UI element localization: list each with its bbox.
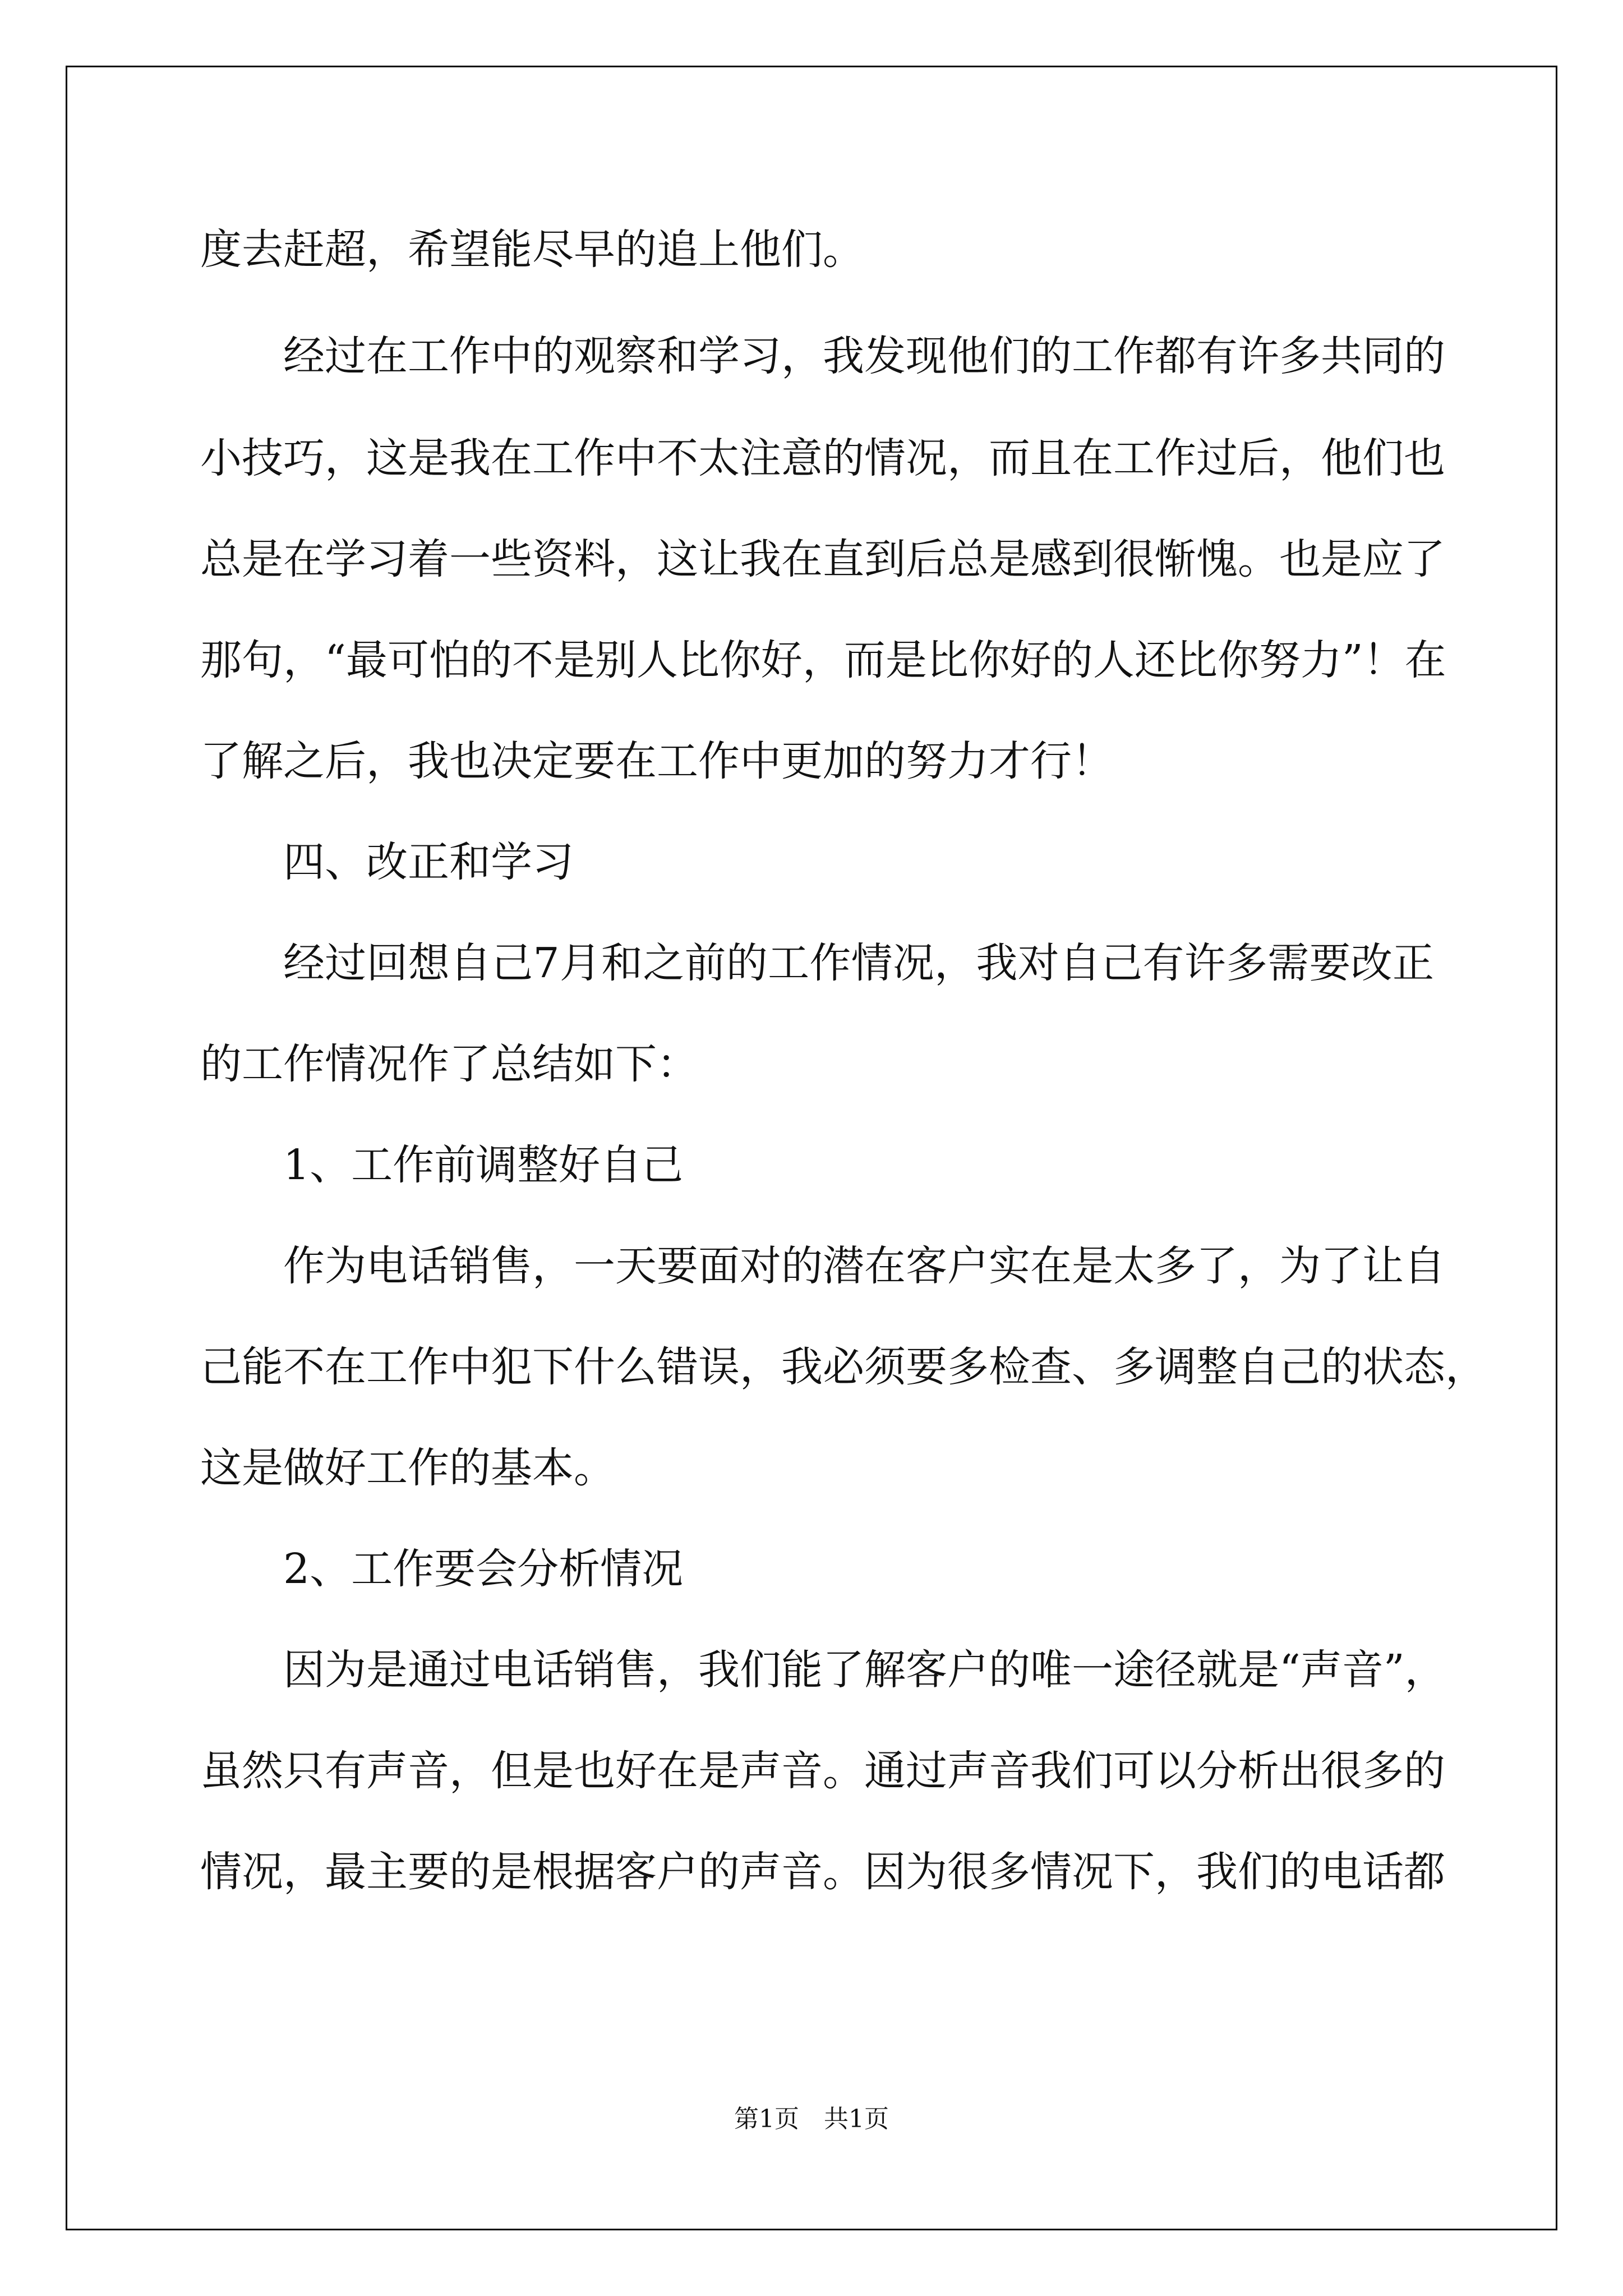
text-line: 度去赶超，希望能尽早的追上他们。 xyxy=(200,226,864,274)
text-line: 的工作情况作了总结如下： xyxy=(200,1040,698,1088)
page-footer: 第1页 共1页 xyxy=(734,2105,889,2133)
text-line: 经过回想自己7月和之前的工作情况，我对自己有许多需要改正 xyxy=(283,939,1434,987)
text-line: 这是做好工作的基本。 xyxy=(200,1444,615,1492)
text-line: 己能不在工作中犯下什么错误，我必须要多检查、多调整自己的状态， xyxy=(200,1343,1487,1391)
text-line: 因为是通过电话销售，我们能了解客户的唯一途径就是“声音”， xyxy=(283,1646,1446,1694)
list-item-heading: 1、工作前调整好自己 xyxy=(283,1141,684,1189)
text-line: 总是在学习着一些资料，这让我在直到后总是感到很惭愧。也是应了 xyxy=(200,535,1445,583)
text-line: 情况，最主要的是根据客户的声音。因为很多情况下，我们的电话都 xyxy=(200,1848,1445,1896)
text-line: 虽然只有声音，但是也好在是声音。通过声音我们可以分析出很多的 xyxy=(200,1747,1445,1795)
text-line: 经过在工作中的观察和学习，我发现他们的工作都有许多共同的 xyxy=(283,332,1445,380)
text-line: 小技巧，这是我在工作中不太注意的情况，而且在工作过后，他们也 xyxy=(200,434,1445,482)
text-line: 了解之后，我也决定要在工作中更加的努力才行！ xyxy=(200,737,1113,785)
section-heading: 四、改正和学习 xyxy=(283,838,574,886)
list-item-heading: 2、工作要会分析情况 xyxy=(283,1545,684,1593)
text-line: 那句，“最可怕的不是别人比你好，而是比你好的人还比你努力”！在 xyxy=(200,636,1446,684)
text-line: 作为电话销售，一天要面对的潜在客户实在是太多了，为了让自 xyxy=(283,1242,1445,1290)
